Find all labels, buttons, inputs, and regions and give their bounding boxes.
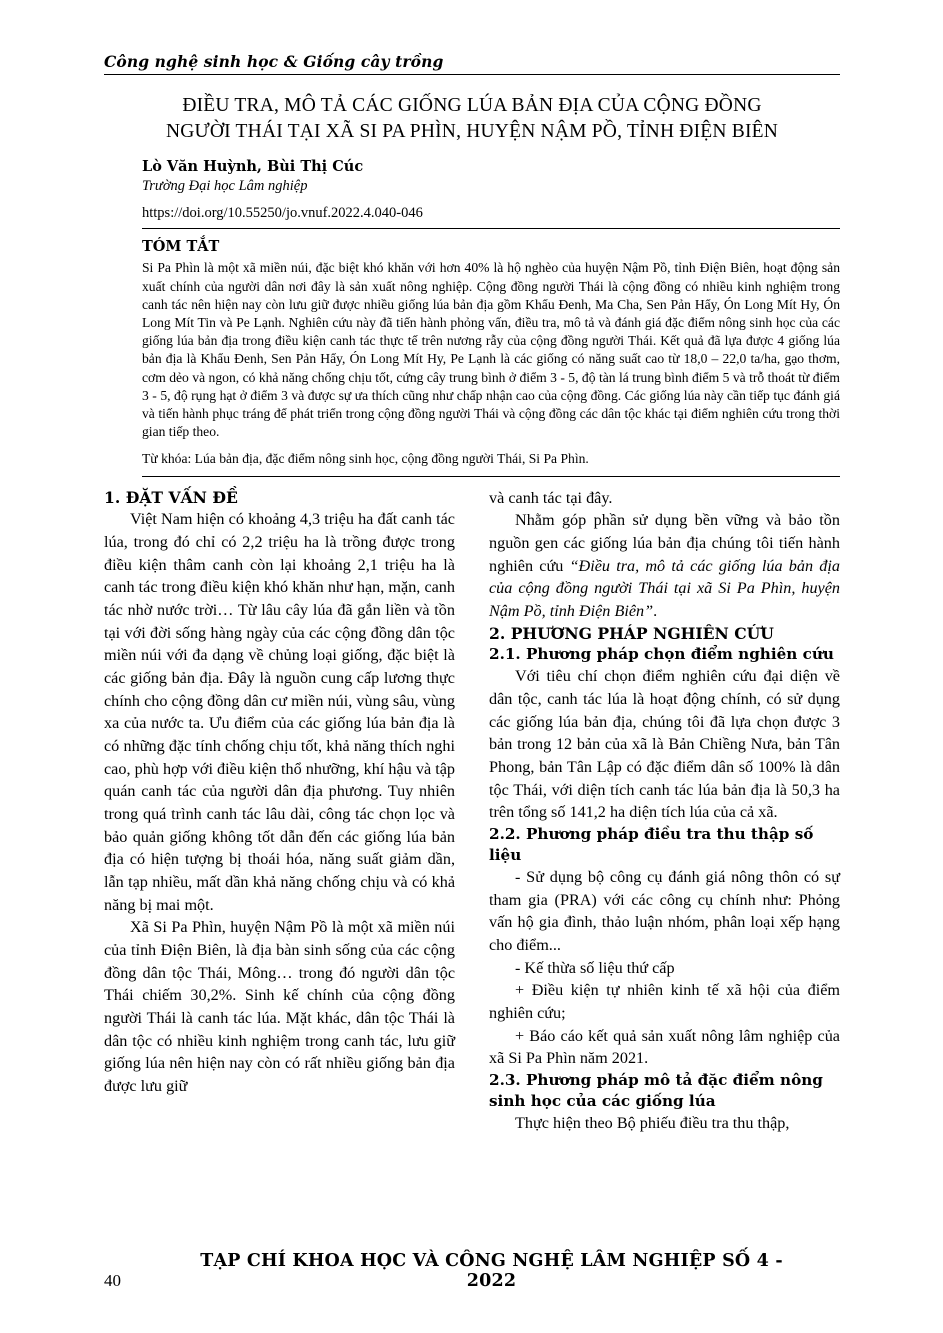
authors: Lò Văn Huỳnh, Bùi Thị Cúc <box>142 158 364 176</box>
paragraph-continued: và canh tác tại đây. <box>489 488 613 507</box>
title-line-1: ĐIỀU TRA, MÔ TẢ CÁC GIỐNG LÚA BẢN ĐỊA CỦA CỘNG ĐỒNG <box>182 95 762 116</box>
page-content <box>104 52 840 1135</box>
paragraph-description-method: Thực hiện theo Bộ phiếu điều tra thu thập, <box>515 1113 790 1132</box>
heading-2-1: 2.1. Phương pháp chọn điểm nghiên cứu <box>489 645 834 664</box>
heading-2-2: 2.2. Phương pháp điều tra thu thập số liệu <box>489 824 814 864</box>
title-line-2: NGƯỜI THÁI TẠI XÃ SI PA PHÌN, HUYỆN NẬM PỒ, TỈNH ĐIỆN BIÊN <box>165 120 779 142</box>
paragraph-intro-2: Xã Si Pa Phìn, huyện Nậm Pồ là một xã miền núi của tỉnh Điện Biên, là địa bàn sinh sống của các cộng đồng dân tộc Thái, Mông… trong đó người dân tộc Thái chiếm 30,2%. Sinh kế chính của cộng đồng người Thái là canh tác lúa. Mặt khác, dân tộc Thái là dân tộc có nhiều kinh nghiệm trong canh tác, lưu giữ giống lúa nên hiện nay còn có rất nhiều giống bản địa được lưu giữ <box>104 918 455 1096</box>
doi-link[interactable]: https://doi.org/10.55250/jo.vnuf.2022.4.040-046 <box>142 205 840 229</box>
page-number: 40 <box>104 1271 121 1290</box>
keywords: Từ khóa: Lúa bản địa, đặc điểm nông sinh học, cộng đồng người Thái, Si Pa Phìn. <box>142 450 840 477</box>
abstract-text: Si Pa Phìn là một xã miền núi, đặc biệt khó khăn với hơn 40% là hộ nghèo của huyện Nậm Pồ, tỉnh Điện Biên, hoạt động sản xuất chính của người dân nơi đây là sản xuất nông nghiệp. Cộng đồng người Thái là cộng đồng có nhiều kinh nghiệm trong canh tác nên hiện nay còn lưu giữ được nhiều giống lúa bản địa gồm Khẩu Đenh, Ma Cha, Sen Pản Hẩy, Ón Long Mít Hy, Ón Long Mít Tin và Pe Lạnh. Nghiên cứu này đã tiến hành phỏng vấn, điều tra, mô tả và đánh giá đặc điểm nông sinh học của các giống lúa bản địa trong điều kiện canh tác thực tế trên nương rẫy của cộng đồng người Thái. Kết quả đã lựa được 4 giống lúa bản địa là Khẩu Đenh, Sen Pản Hẩy, Ón Long Mít Hy, Pe Lạnh là các giống có năng suất cao từ 18,0 – 22,0 ta/ha, gạo thơm, cơm dẻo và ngon, có khả năng chống chịu tốt, cứng cây trung bình ở điểm 3 - 5, độ tàn lá trung bình điểm 5 và trỗ thoát từ điểm 3 - 5, độ rụng hạt ở điểm 3 và được sự ưa thích cũng như chấp nhận cao của cộng đồng. Các giống lúa này cần tiếp tục đánh giá và tiến hành phục tráng để phát triển trong cộng đồng người Thái và cộng đồng các dân tộc khác tại điểm nghiên cứu trong thời gian tiếp theo. <box>142 260 840 440</box>
study-title-quoted: “Điều tra, mô tả các giống lúa bản địa của cộng đồng người Thái tại xã Si Pa Phìn, huyện Nậm Pồ, tỉnh Điện Biên” <box>489 556 840 621</box>
paragraph-secondary-data: - Kế thừa số liệu thứ cấp <box>515 958 675 977</box>
paragraph-site-selection: Với tiêu chí chọn điểm nghiên cứu đại diện về dân tộc, canh tác lúa là hoạt động chính, có sử dụng các giống lúa bản địa, chúng tôi đã lựa chọn được 3 bản trong 12 bản của xã là Bản Chiềng Nưa, bản Tân Phong, bản Tân Lập có đặc điểm dân số 100% là dân tộc Thái, với diện tích canh tác lúa bản địa là 50,3 ha trên tổng số 141,2 ha diện tích lúa của cả xã. <box>489 667 840 822</box>
journal-name: TẠP CHÍ KHOA HỌC VÀ CÔNG NGHỆ LÂM NGHIỆP SỐ 4 - 2022 <box>200 1251 783 1291</box>
body-columns <box>104 487 840 1135</box>
heading-methods: 2. PHƯƠNG PHÁP NGHIÊN CỨU <box>489 623 774 643</box>
heading-2-3-line-2: học của các giống lúa <box>530 1091 716 1110</box>
heading-introduction: 1. ĐẶT VẤN ĐỀ <box>104 487 238 507</box>
aim-text-before: Nhằm góp phần sử dụng bền vững và bảo tồn nguồn gen các giống lúa bản địa chúng tôi tiến hành nghiên cứu <box>489 511 840 575</box>
right-column <box>489 487 840 1135</box>
left-column <box>104 487 455 1135</box>
paragraph-intro-1: Việt Nam hiện có khoảng 4,3 triệu ha đất canh tác lúa, trong đó chỉ có 2,2 triệu ha là trồng được trong điều kiện thâm canh còn lại khoảng 2,1 triệu ha là canh tác trong điều kiện khó khăn như hạn, mặn, canh tác nhờ nước trời… Từ lâu cây lúa đã gắn liền và tồn tại với đời sống hàng ngày của các cộng đồng dân tộc miền núi với đa dạng về chủng loại giống, đặc biệt là các giống bản địa. Đây là nguồn cung cấp lương thực chính cho cộng đồng dân cư miền núi, vùng sâu, vùng xa của nước ta. Ưu điểm của các giống lúa bản địa là có những đặc tính chống chịu tốt, khả năng thích nghi cao, phù hợp với điều kiện thổ nhưỡng, khí hậu và tập quán canh tác của người dân địa phương. Tuy nhiên trong quá trình canh tác lâu dài, công tác chọn lọc và bảo quản giống không tốt dẫn đến các giống lúa bản địa có hiện tượng bị thoái hóa, năng suất giảm dần, lẫn tạp nhiều, mất dần khả năng chống chịu và có khả năng bị mai một. <box>104 510 455 914</box>
heading-2-3-line-1: 2.3. Phương pháp mô tả đặc điểm nông sinh <box>489 1070 823 1110</box>
aim-text-after: . <box>653 602 658 621</box>
paragraph-secondary-data-item-2: + Báo cáo kết quả sản xuất nông lâm nghiệp của xã Si Pa Phìn năm 2021. <box>489 1026 840 1068</box>
running-head: Công nghệ sinh học & Giống cây trồng <box>104 52 840 75</box>
page-title <box>114 93 830 144</box>
page-footer <box>104 1251 839 1291</box>
paragraph-study-aim <box>489 509 840 622</box>
paragraph-pra-tools: - Sử dụng bộ công cụ đánh giá nông thôn có sự tham gia (PRA) với các công cụ chính như: Phỏng vấn hộ gia đình, thảo luận nhóm, phân loại xếp hạng cho điểm... <box>489 867 840 954</box>
heading-2-3 <box>489 1070 840 1112</box>
affiliation: Trường Đại học Lâm nghiệp <box>142 178 308 195</box>
paragraph-secondary-data-item-1: + Điều kiện tự nhiên kinh tế xã hội của điểm nghiên cứu; <box>489 981 840 1022</box>
abstract-heading: TÓM TẮT <box>142 238 220 256</box>
